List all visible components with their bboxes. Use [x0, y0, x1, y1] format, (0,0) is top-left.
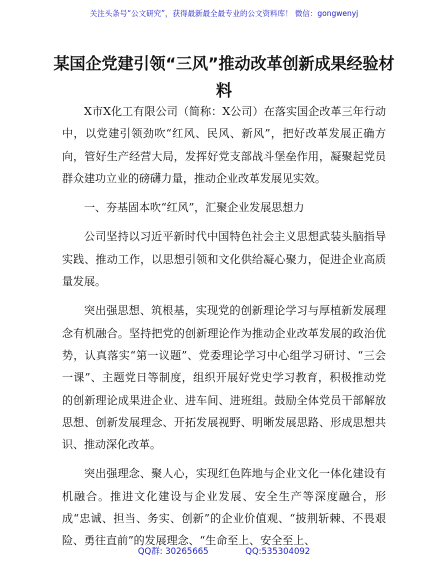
body-paragraph-thought: 突出强思想、筑根基，实现党的创新理论学习与厚植新发展理念有机融合。坚持把党的创新理论作为推动企业改革发展的政治优势，认真落实“第一议题”、党委理论学习中心组学习研讨、“三会一课”、主题党日等制度，组织开展好党史学习教育，积极推动党的创新理论成果进企业、进车间、进班组。鼓励全体党员干部解放思想、创新发展理念、开拓发展视野、明晰发展思路、形成思想共识、推动深化改革。 — [62, 304, 386, 452]
intro-paragraph: X市X化工有限公司（简称：X公司）在落实国企改革三年行动中，以党建引领劲吹“红风、民风、新风”，把好改革发展正确方向，管好生产经营大局，发挥好党支部战斗堡垒作用，凝聚起党员群众建功立业的磅礴力量，推动企业改革发展见实效。 — [62, 105, 386, 185]
promo-banner: 关注头条号“公文研究”，获得最新最全最专业的公文资料库！ 微信：gongwenyj — [89, 9, 359, 18]
qq-contact-label: QQ:535304092 — [245, 547, 311, 557]
section-intro-paragraph: 公司坚持以习近平新时代中国特色社会主义思想武装头脑指导实践、推动工作，以思想引领和文化供给凝心聚力，促进企业高质量发展。 — [62, 230, 386, 289]
qq-group-label: QQ群: 30265665 — [137, 547, 209, 557]
document-title: 某国企党建引领“三风”推动改革创新成果经验材料 — [53, 54, 395, 100]
document-body — [62, 101, 386, 560]
body-paragraph-culture: 突出强理念、聚人心，实现红色阵地与企业文化一体化建设有机融合。推进文化建设与企业发展、安全生产等深度融合，形成“忠诚、担当、务实、创新”的企业价值观、“披荆斩棘、不畏艰险、勇往直前”的发展理念、“生命至上、安全至上、 — [62, 467, 386, 548]
section-heading: 一、夯基固本吹“红风”，汇聚企业发展思想力 — [84, 201, 305, 215]
footer-contact — [0, 545, 448, 557]
